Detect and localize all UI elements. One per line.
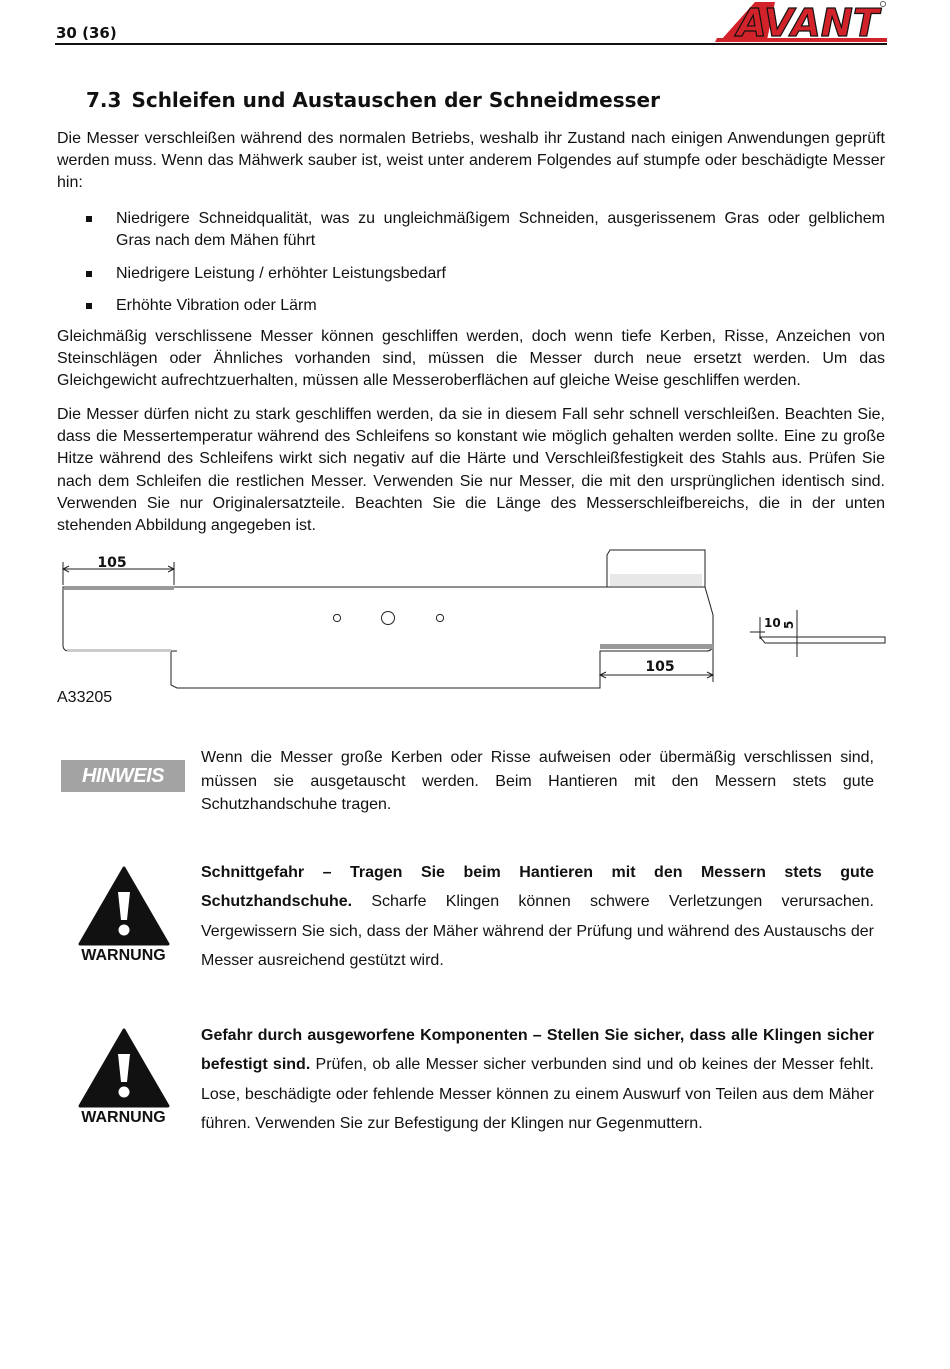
bullet-icon	[86, 303, 92, 309]
grinding-paragraph: Die Messer dürfen nicht zu stark geschliffen werden, da sie in diesem Fall sehr schnell verschleißen. Beachten Sie, dass die Messertemperatur während des Schleifens so konstant wie möglich gehalten werden sollte. Eine zu große Hitze während des Schleifens wirkt sich negativ auf die Härte und Verschleißfestigkeit des Stahls aus. Prüfen Sie nach dem Schleifen die restlichen Messer. Verwenden Sie nur Messer, die mit den ursprünglichen identisch sind. Verwenden Sie nur Originalersatzteile. Beachten Sie die Länge des Messerschleifbereichs, die in der unten stehenden Abbildung angegeben ist.	[57, 406, 885, 535]
list-item-text: Niedrigere Schneidqualität, was zu ungleichmäßigem Schneiden, ausgerissenem Gras oder gelblichem Gras nach dem Mähen führt	[116, 210, 885, 250]
list-item	[86, 208, 885, 252]
svg-text:AVANT: AVANT	[733, 1, 883, 42]
warning-triangle-icon	[78, 866, 170, 946]
dimension-edge-height: 5	[782, 620, 796, 629]
warning-triangle-icon	[78, 1028, 170, 1108]
dimension-edge-width: 10	[764, 616, 781, 630]
section-title-text: Schleifen und Austauschen der Schneidmesser	[131, 88, 660, 112]
grind-zone-right	[600, 644, 713, 649]
dimension-left: 105	[97, 555, 127, 571]
blade-outline	[63, 550, 713, 688]
warning-label: WARNUNG	[81, 947, 166, 964]
intro-paragraph: Die Messer verschleißen während des normalen Betriebs, weshalb ihr Zustand nach einigen Anwendungen geprüft werden muss. Wenn das Mähwerk sauber ist, weist unter anderem Folgendes auf stumpfe oder beschädigte Messer hin:	[57, 130, 885, 192]
blade-hole	[333, 614, 340, 621]
warning-headline: Gefahr durch ausgeworfene Komponenten – Stellen Sie sicher, dass alle Klingen sicher befestigt sind.	[201, 1027, 874, 1074]
list-item-text: Niedrigere Leistung / erhöhter Leistungsbedarf	[116, 265, 446, 282]
sharpening-paragraph: Gleichmäßig verschlissene Messer können geschliffen werden, doch wenn tiefe Kerben, Risse, Anzeichen von Steinschlägen oder Ähnliches vorhanden sind, müssen die Messer durch neue ersetzt werden. Um das Gleichgewicht aufrechtzuerhalten, müssen alle Messeroberflächen auf gleiche Weise geschliffen werden.	[57, 328, 885, 390]
section-title	[86, 88, 660, 112]
warning-headline: Schnittgefahr – Tragen Sie beim Hantieren mit den Messern stets gute Schutzhandschuhe.	[201, 864, 874, 911]
avant-logo	[715, 0, 887, 42]
list-item-text: Erhöhte Vibration oder Lärm	[116, 297, 317, 314]
bullet-icon	[86, 216, 92, 222]
blade-hole	[436, 614, 443, 621]
figure-id: A33205	[57, 689, 113, 706]
page-number: 30 (36)	[56, 24, 117, 42]
section-number: 7.3	[86, 88, 122, 112]
warning-text	[201, 858, 874, 975]
notice-text: Wenn die Messer große Kerben oder Risse aufweisen oder übermäßig verschlissen sind, müssen sie ausgetauscht werden. Beim Hantieren mit den Messern stets gute Schutzhandschuhe tragen.	[201, 749, 874, 813]
list-item	[86, 263, 885, 285]
notice-badge	[61, 760, 185, 792]
bullet-icon	[86, 271, 92, 277]
warning-text	[201, 1021, 874, 1138]
warning-body: Scharfe Klingen können schwere Verletzungen verursachen. Vergewissern Sie sich, dass der Mäher während der Prüfung und während des Austauschs der Messer ausreichend gestützt wird.	[201, 893, 874, 969]
notice-label: HINWEIS	[81, 764, 165, 787]
blade-diagram	[55, 545, 890, 690]
list-item	[86, 295, 885, 317]
warning-body: Prüfen, ob alle Messer sicher verbunden sind und ob keines der Messer fehlt. Lose, beschädigte oder fehlende Messer können zu einem Auswurf von Teilen aus dem Mäher führen. Verwenden Sie zur Befestigung der Klingen nur Gegenmuttern.	[201, 1056, 875, 1132]
dimension-right: 105	[645, 659, 675, 675]
header-rule	[55, 43, 887, 45]
warning-label: WARNUNG	[81, 1109, 166, 1126]
blade-hole	[382, 612, 395, 625]
grind-zone-left	[64, 586, 174, 590]
